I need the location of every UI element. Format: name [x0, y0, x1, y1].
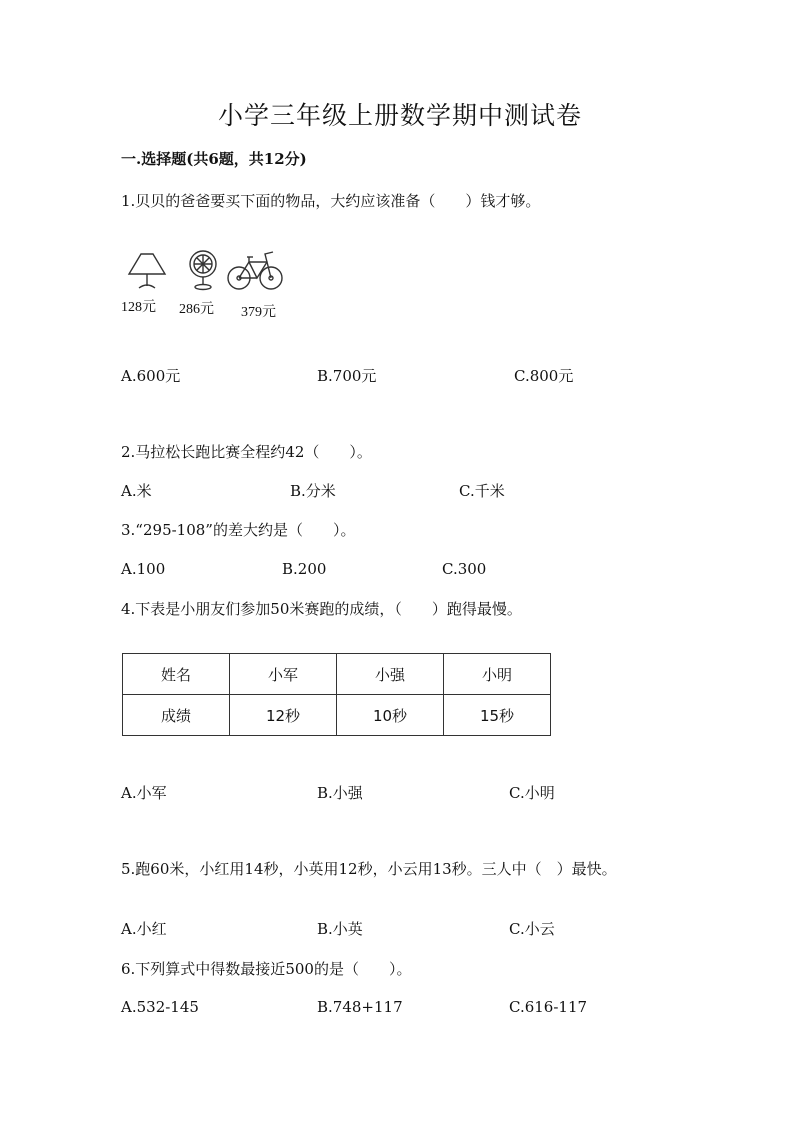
question-1-text: 1.贝贝的爸爸要买下面的物品，大约应该准备（ ）钱才够。 [121, 192, 541, 210]
table-cell: 12秒 [230, 695, 337, 736]
question-1-figure [121, 240, 296, 320]
q6-option-b[interactable]: B.748+117 [317, 998, 403, 1016]
q5-option-c[interactable]: C.小云 [509, 920, 555, 938]
page-title: 小学三年级上册数学期中测试卷 [217, 101, 582, 130]
price-bicycle: 379元 [241, 305, 276, 320]
q3-option-b[interactable]: B.200 [282, 560, 327, 578]
q2-option-b[interactable]: B.分米 [290, 482, 336, 500]
question-4-text: 4.下表是小朋友们参加50米赛跑的成绩，（ ）跑得最慢。 [121, 600, 522, 618]
table-cell: 10秒 [337, 695, 444, 736]
table-header-cell: 小强 [337, 654, 444, 695]
price-fan: 286元 [179, 302, 214, 317]
section-heading: 一.选择题(共6题，共12分) [121, 150, 307, 168]
table-header-cell: 姓名 [123, 654, 230, 695]
q4-option-b[interactable]: B.小强 [317, 784, 363, 802]
fan-icon [190, 251, 216, 290]
q6-option-c[interactable]: C.616-117 [509, 998, 588, 1016]
q4-option-a[interactable]: A.小军 [121, 784, 167, 802]
table-header-cell: 小军 [230, 654, 337, 695]
bicycle-icon [228, 252, 282, 289]
lamp-icon [129, 254, 165, 288]
table-row [123, 695, 551, 736]
q5-option-a[interactable]: A.小红 [121, 920, 167, 938]
question-2-text: 2.马拉松长跑比赛全程约42（ ）。 [121, 443, 372, 461]
q1-option-a[interactable]: A.600元 [121, 367, 181, 385]
table-cell: 15秒 [444, 695, 551, 736]
question-5-text: 5.跑60米，小红用14秒，小英用12秒，小云用13秒。三人中（ ）最快。 [121, 860, 617, 878]
q3-option-a[interactable]: A.100 [121, 560, 166, 578]
q1-option-b[interactable]: B.700元 [317, 367, 377, 385]
q6-option-a[interactable]: A.532-145 [121, 998, 199, 1016]
q5-option-b[interactable]: B.小英 [317, 920, 363, 938]
question-6-text: 6.下列算式中得数最接近500的是（ ）。 [121, 960, 412, 978]
table-header-cell: 小明 [444, 654, 551, 695]
score-table [122, 653, 551, 736]
q2-option-a[interactable]: A.米 [121, 482, 152, 500]
price-lamp: 128元 [121, 300, 156, 315]
question-3-text: 3.“295-108”的差大约是（ ）。 [121, 521, 356, 539]
table-row [123, 654, 551, 695]
q3-option-c[interactable]: C.300 [442, 560, 487, 578]
q4-option-c[interactable]: C.小明 [509, 784, 555, 802]
table-cell: 成绩 [123, 695, 230, 736]
q1-option-c[interactable]: C.800元 [514, 367, 574, 385]
q2-option-c[interactable]: C.千米 [459, 482, 505, 500]
